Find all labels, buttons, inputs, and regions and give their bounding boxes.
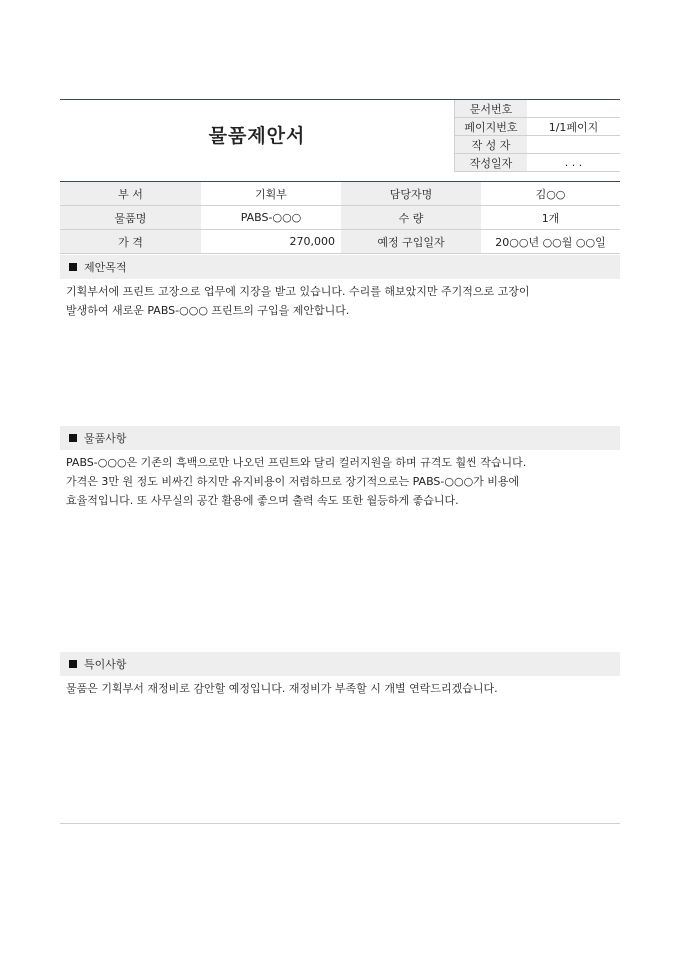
info-row: [60, 182, 620, 206]
meta-value: . . .: [527, 154, 620, 172]
meta-row-date: [455, 154, 621, 172]
footer-rule: [60, 823, 620, 824]
manager-label: 담당자명: [341, 182, 481, 206]
item-info-table: [60, 182, 620, 254]
meta-label: 작성일자: [455, 154, 528, 172]
quantity-value: 1개: [481, 206, 620, 230]
department-label: 부 서: [60, 182, 201, 206]
body-line: 가격은 3만 원 정도 비싸긴 하지만 유지비용이 저렴하므로 장기적으로는 PABS-○○○가 비용에: [66, 475, 520, 488]
price-label: 가 격: [60, 230, 201, 254]
section-heading-text: 물품사항: [84, 432, 127, 445]
square-bullet-icon: [69, 434, 77, 442]
section-body-special-notes: [66, 679, 614, 698]
section-heading-special-notes: [60, 652, 620, 676]
body-line: 기획부서에 프린트 고장으로 업무에 지장을 받고 있습니다. 수리를 해보았지만 주기적으로 고장이: [66, 285, 530, 298]
document-meta-table: [454, 100, 620, 172]
purchase-date-value: 20○○년 ○○월 ○○일: [481, 230, 620, 254]
department-value: 기획부: [201, 182, 341, 206]
document-title: 물품제안서: [208, 124, 306, 147]
meta-label: 페이지번호: [455, 118, 528, 136]
purchase-date-label: 예정 구입일자: [341, 230, 481, 254]
section-heading-text: 제안목적: [84, 261, 127, 274]
info-row: [60, 206, 620, 230]
body-line: 효율적입니다. 또 사무실의 공간 활용에 좋으며 출력 속도 또한 월등하게 좋습니다.: [66, 494, 459, 507]
body-line: 물품은 기획부서 재정비로 감안할 예정입니다. 재정비가 부족할 시 개별 연락드리겠습니다.: [66, 682, 498, 695]
section-heading-item-details: [60, 426, 620, 450]
item-name-value: PABS-○○○: [201, 206, 341, 230]
meta-value: 1/1페이지: [527, 118, 620, 136]
section-body-item-details: [66, 453, 614, 510]
meta-row-author: [455, 136, 621, 154]
section-body-purpose: [66, 282, 614, 320]
manager-value: 김○○: [481, 182, 620, 206]
price-value: 270,000: [201, 230, 341, 254]
meta-value: [527, 100, 620, 118]
info-row: [60, 230, 620, 254]
item-name-label: 물품명: [60, 206, 201, 230]
body-line: PABS-○○○은 기존의 흑백으로만 나오던 프린트와 달리 컬러지원을 하며 규격도 훨씬 작습니다.: [66, 456, 527, 469]
section-heading-text: 특이사항: [84, 658, 127, 671]
body-line: 발생하여 새로운 PABS-○○○ 프린트의 구입을 제안합니다.: [66, 304, 350, 317]
square-bullet-icon: [69, 263, 77, 271]
square-bullet-icon: [69, 660, 77, 668]
meta-row-doc-number: [455, 100, 621, 118]
meta-row-page-number: [455, 118, 621, 136]
meta-label: 문서번호: [455, 100, 528, 118]
section-heading-purpose: [60, 255, 620, 279]
meta-label: 작 성 자: [455, 136, 528, 154]
meta-value: [527, 136, 620, 154]
quantity-label: 수 량: [341, 206, 481, 230]
